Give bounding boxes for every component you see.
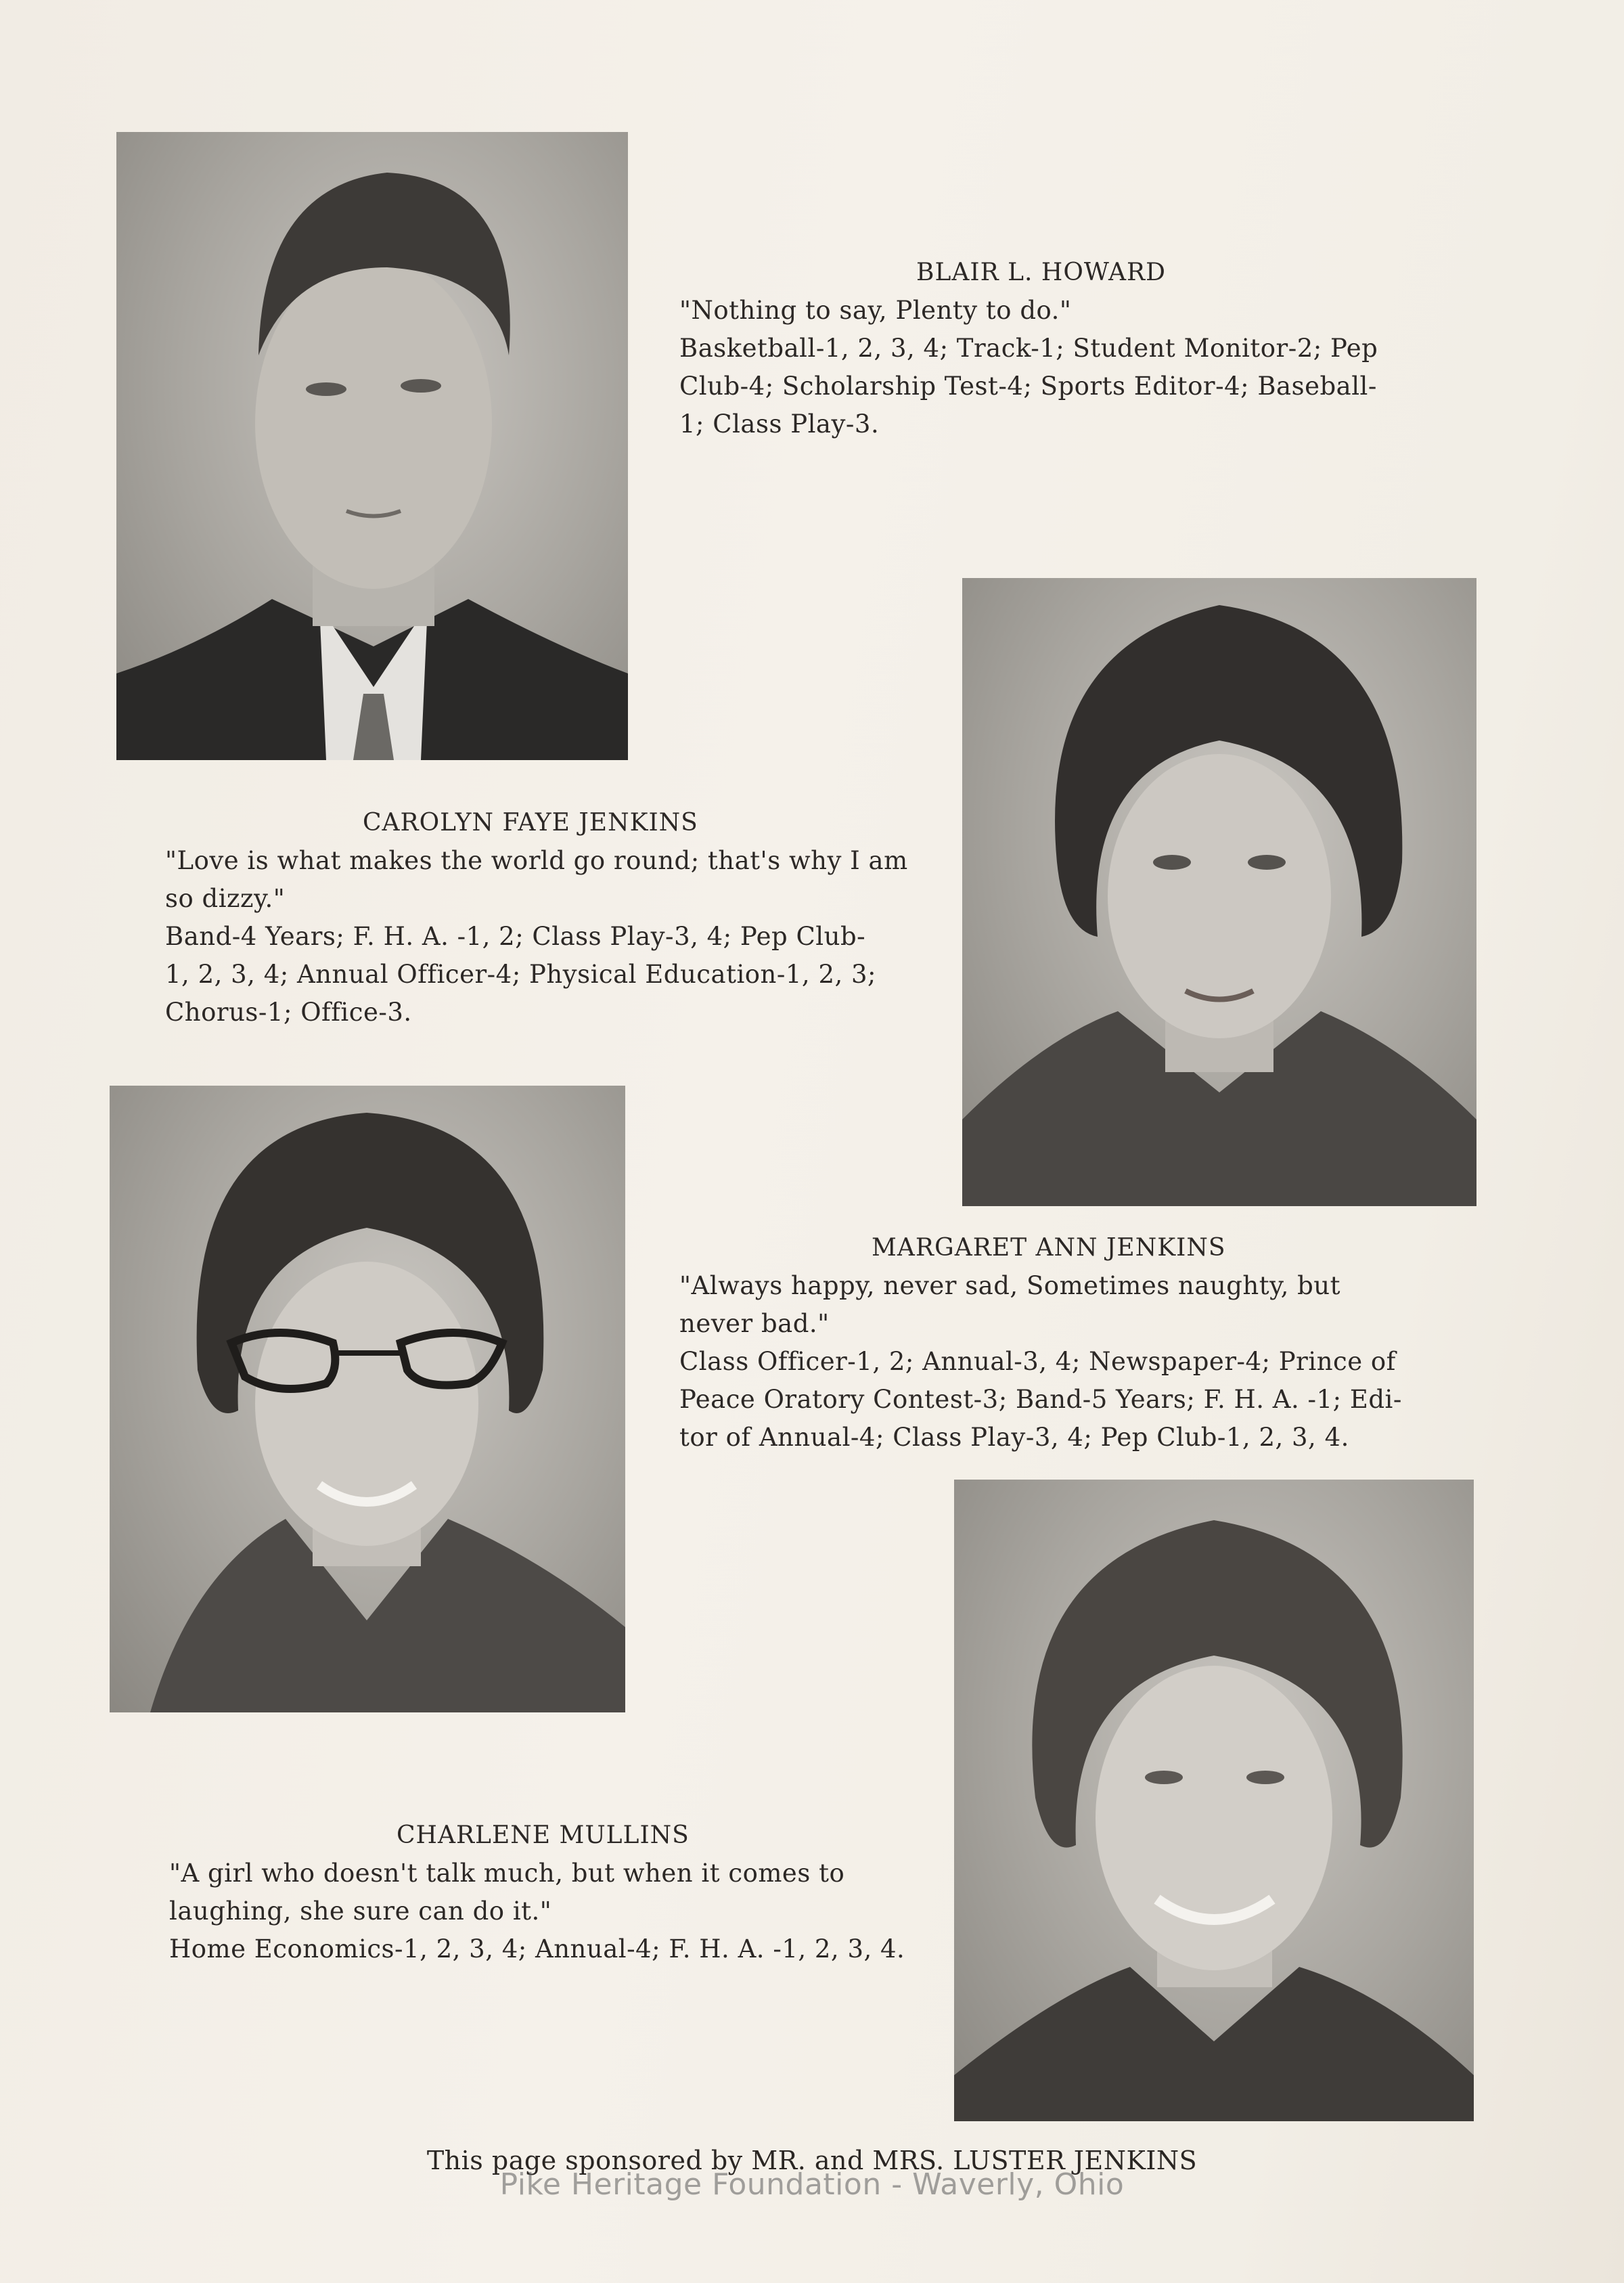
activities-line: Basketball-1, 2, 3, 4; Track-1; Student Monitor-2; Pep (679, 334, 1378, 363)
portrait-photo-margaret-jenkins (110, 1086, 625, 1712)
student-name: CHARLENE MULLINS (397, 1821, 690, 1849)
activities-line: Chorus-1; Office-3. (165, 998, 412, 1027)
portrait-photo-charlene-mullins (954, 1480, 1474, 2121)
student-quote: "Always happy, never sad, Sometimes naughty, but (679, 1271, 1340, 1300)
student-quote: "A girl who doesn't talk much, but when it comes to (169, 1859, 845, 1888)
activities-line: Home Economics-1, 2, 3, 4; Annual-4; F. H. A. -1, 2, 3, 4. (169, 1934, 905, 1964)
student-name: BLAIR L. HOWARD (916, 259, 1167, 286)
bio-blair-howard (679, 254, 1437, 443)
activities-line: 1, 2, 3, 4; Annual Officer-4; Physical Education-1, 2, 3; (165, 960, 877, 989)
student-quote: "Love is what makes the world go round; that's why I am (165, 846, 908, 875)
student-name: MARGARET ANN JENKINS (872, 1234, 1226, 1262)
activities-line: tor of Annual-4; Class Play-3, 4; Pep Club-1, 2, 3, 4. (679, 1423, 1349, 1452)
bio-margaret-jenkins (679, 1229, 1437, 1457)
portrait-photo-blair-howard (116, 132, 628, 760)
activities-line: 1; Class Play-3. (679, 409, 880, 439)
activities-line: Peace Oratory Contest-3; Band-5 Years; F. H. A. -1; Edi- (679, 1385, 1402, 1414)
activities-line: Club-4; Scholarship Test-4; Sports Editor-4; Baseball- (679, 372, 1377, 401)
activities-line: Band-4 Years; F. H. A. -1, 2; Class Play-3, 4; Pep Club- (165, 922, 866, 951)
activities-line: Class Officer-1, 2; Annual-3, 4; Newspaper-4; Prince of (679, 1347, 1396, 1376)
bio-charlene-mullins (169, 1817, 927, 1968)
student-name: CAROLYN FAYE JENKINS (363, 809, 698, 837)
watermark: Pike Heritage Foundation - Waverly, Ohio (499, 2167, 1125, 2202)
student-quote: so dizzy." (165, 884, 286, 913)
portrait-photo-carolyn-jenkins (962, 578, 1476, 1206)
sponsor-line: This page sponsored by MR. and MRS. LUSTER JENKINS (426, 2146, 1198, 2175)
student-quote: "Nothing to say, Plenty to do." (679, 296, 1072, 325)
student-quote: never bad." (679, 1309, 830, 1338)
student-quote: laughing, she sure can do it." (169, 1897, 552, 1926)
bio-carolyn-jenkins (165, 804, 923, 1032)
